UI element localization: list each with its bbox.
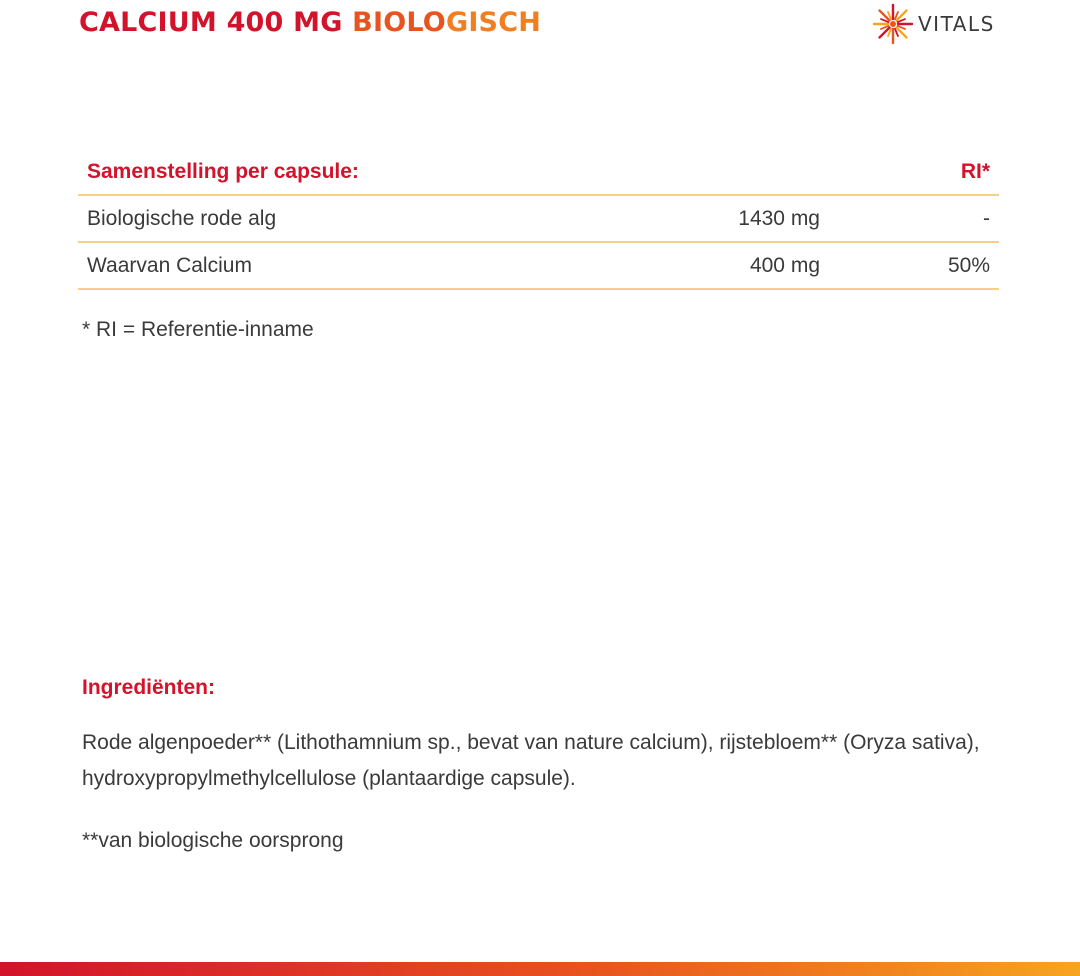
ri-heading: RI* [960,160,990,183]
title-part-2: BIOLO [352,7,446,38]
composition-table [78,149,999,290]
bottom-gradient-bar [0,962,1080,976]
title-part-3: GISCH [445,7,542,38]
ingredient-amount: 400 mg [749,254,820,277]
ri-footnote: * RI = Referentie-inname [82,318,314,341]
ingredient-amount: 1430 mg [738,207,820,230]
ingredient-name: Biologische rode alg [87,207,277,230]
ingredients-text: Rode algenpoeder** (Lithothamnium sp., bevat van nature calcium), rijstebloem** (Oryza sativa), hydroxypropylmethylcellulose (plantaardige capsule). [82,731,980,790]
title-part-1: CALCIUM 400 MG [79,7,343,38]
brand-logo [872,3,995,45]
origin-note: **van biologische oorsprong [82,829,344,852]
ingredient-name: Waarvan Calcium [87,254,252,277]
starburst-logo-icon [872,3,914,45]
ingredient-ri: - [983,207,990,230]
brand-name: VITALS [918,12,995,36]
product-title [79,4,541,42]
table-header-row [78,149,999,196]
table-row [78,243,999,290]
composition-heading: Samenstelling per capsule: [87,160,359,183]
ingredient-ri: 50% [947,254,990,277]
table-row [78,196,999,243]
ingredients-heading: Ingrediënten: [82,676,216,699]
